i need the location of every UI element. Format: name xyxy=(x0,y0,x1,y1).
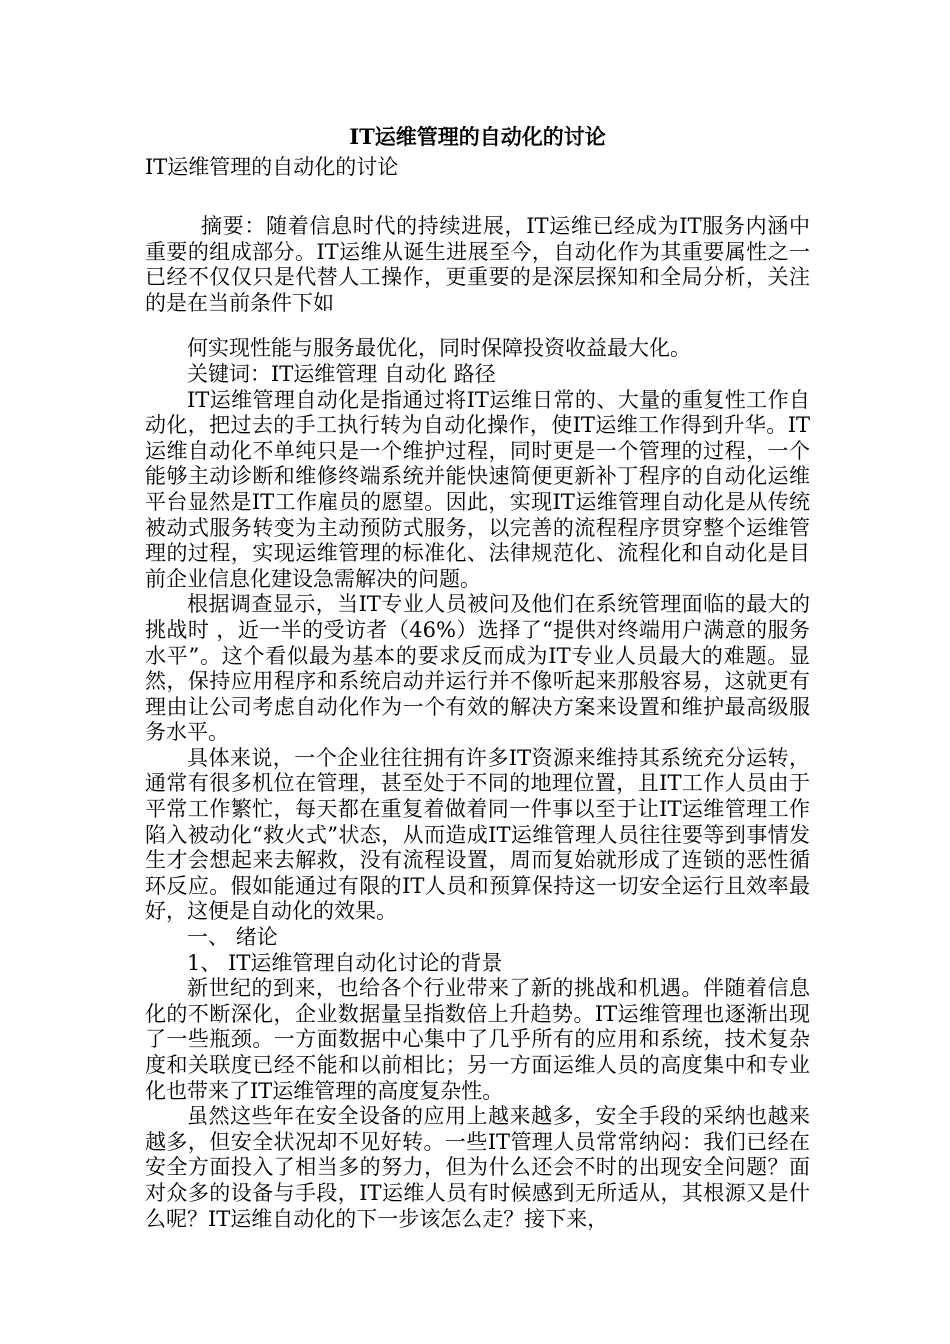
body-paragraph: 虽然这些年在安全设备的应用上越来越多，安全手段的采纳也越来越多，但安全状况却不见好转。一些IT管理人员常常纳闷：我们已经在安全方面投入了相当多的努力，但为什么还会不时的出现安全问题？面对众多的设备与手段，IT运维人员有时候感到无所适从，其根源又是什么呢？IT运维自动化的下一步该怎么走？接下来， xyxy=(145,1104,810,1231)
abstract-part2: 何实现性能与服务最优化，同时保障投资收益最大化。 xyxy=(187,336,691,361)
spacer xyxy=(145,316,810,336)
section-heading: 一、 绪论 xyxy=(187,925,278,950)
abstract-part1: 摘要：随着信息时代的持续进展，IT运维已经成为IT服务内涵中重要的组成部分。IT运维从诞生进展至今，自动化作为其重要属性之一已经不仅仅只是代替人工操作，更重要的是深层探知和全局分析，关注的是在当前条件下如 xyxy=(145,214,810,315)
document-subtitle: IT运维管理的自动化的讨论 xyxy=(145,155,399,179)
body-paragraph: 具体来说，一个企业往往拥有许多IT资源来维持其系统充分运转，通常有很多机位在管理，甚至处于不同的地理位置，且IT工作人员由于平常工作繁忙，每天都在重复着做着同一件事以至于让IT运维管理工作陷入被动化“救火式”状态，从而造成IT运维管理人员往往要等到事情发生才会想起来去解救，没有流程设置，周而复始就形成了连锁的恶性循环反应。假如能通过有限的IT人员和预算保持这一切安全运行且效率最好，这便是自动化的效果。 xyxy=(145,745,810,924)
spacer xyxy=(145,182,810,214)
subsection-heading: 1、 IT运维管理自动化讨论的背景 xyxy=(187,950,503,975)
body-paragraph: 根据调查显示，当IT专业人员被问及他们在系统管理面临的最大的挑战时 ，近一半的受访者（46%）选择了“提供对终端用户满意的服务水平”。这个看似最为基本的要求反而成为IT专业人员最大的难题。显然，保持应用程序和系统启动并运行并不像听起来那般容易，这就更有理由让公司考虑自动化作为一个有效的解决方案来设置和维护最高级服务水平。 xyxy=(145,592,810,745)
body-paragraph: IT运维管理自动化是指通过将IT运维日常的、大量的重复性工作自动化，把过去的手工执行转为自动化操作，使IT运维工作得到升华。IT运维自动化不单纯只是一个维护过程，同时更是一个管理的过程，一个能够主动诊断和维修终端系统并能快速简便更新补丁程序的自动化运维平台显然是IT工作雇员的愿望。因此，实现IT运维管理自动化是从传统被动式服务转变为主动预防式服务，以完善的流程程序贯穿整个运维管理的过程，实现运维管理的标准化、法律规范化、流程化和自动化是目前企业信息化建设急需解决的问题。 xyxy=(145,387,810,591)
body-paragraph: 新世纪的到来，也给各个行业带来了新的挑战和机遇。伴随着信息化的不断深化，企业数据量呈指数倍上升趋势。IT运维管理也逐渐出现了一些瓶颈。一方面数据中心集中了几乎所有的应用和系统，技术复杂度和关联度已经不能和以前相比；另一方面运维人员的高度集中和专业化也带来了IT运维管理的高度复杂性。 xyxy=(145,976,810,1103)
document-title: IT运维管理的自动化的讨论 xyxy=(349,124,606,149)
keywords: 关键词：IT运维管理 自动化 路径 xyxy=(187,361,496,386)
document-page xyxy=(145,122,810,1232)
